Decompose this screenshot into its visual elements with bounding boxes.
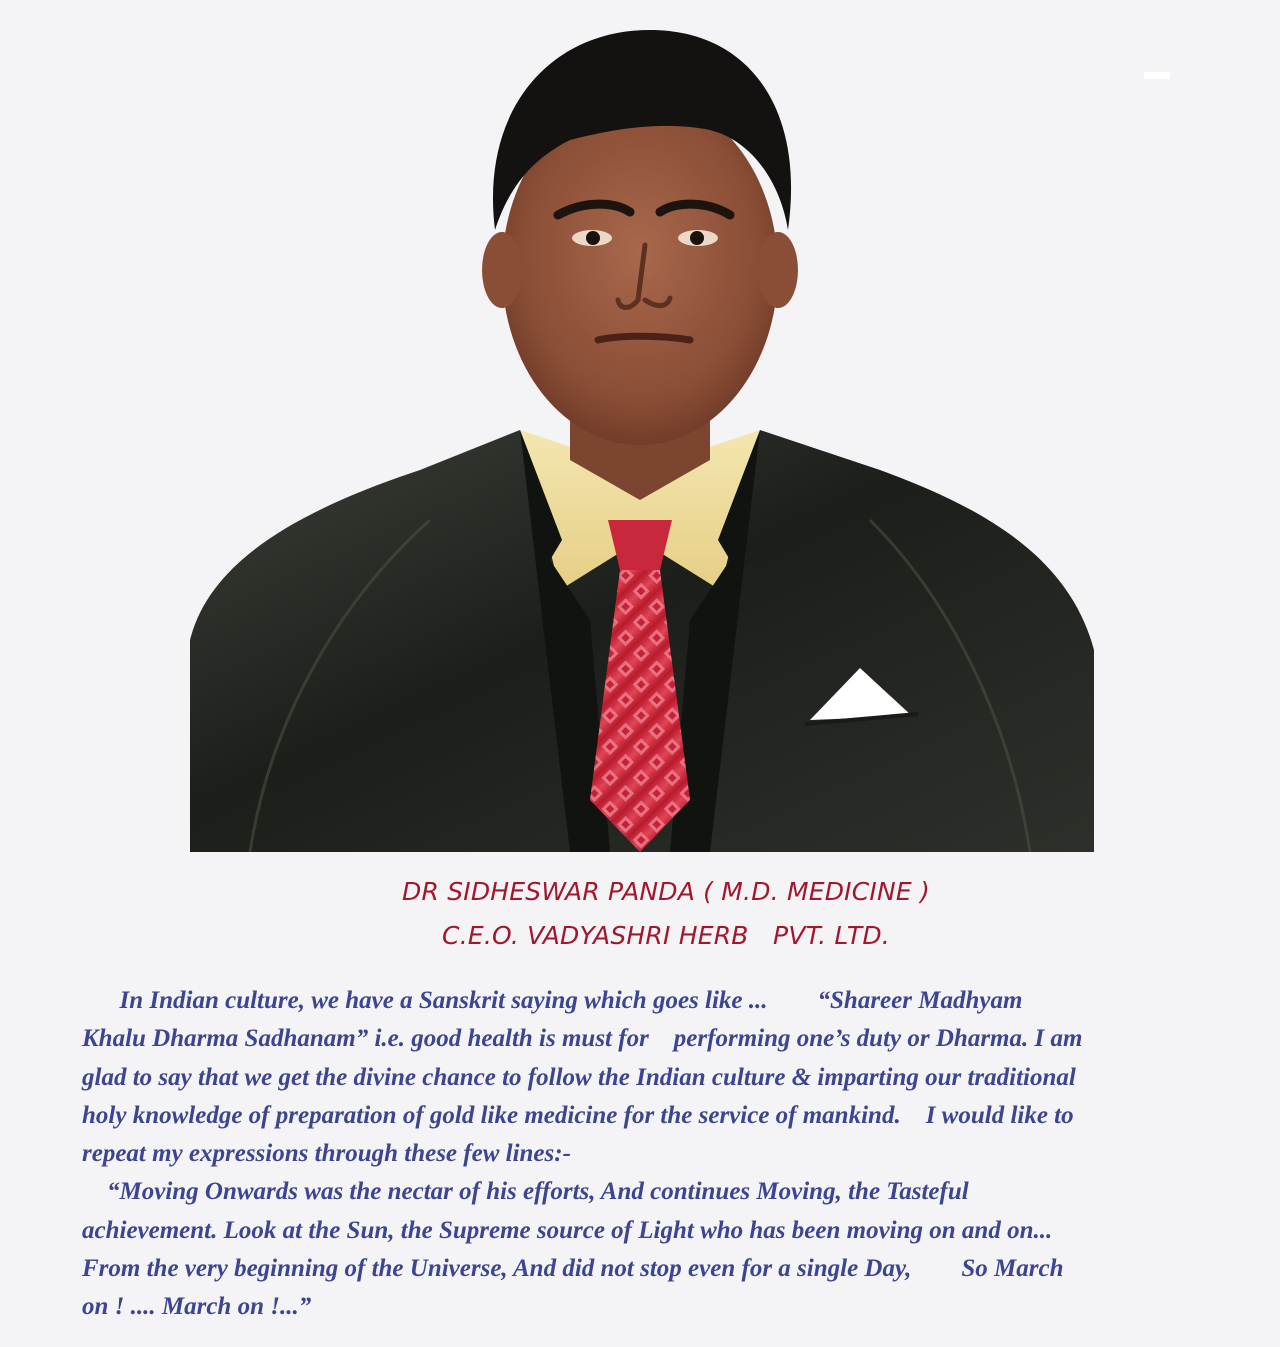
message-line: Khalu Dharma Sadhanam” i.e. good health is must for performing one’s duty or Dharma. I am xyxy=(82,1025,1083,1053)
message-line: repeat my expressions through these few lines:- xyxy=(82,1140,571,1168)
job-title-heading: C.E.O. VADYASHRI HERB PVT. LTD. xyxy=(442,921,890,950)
message-line: In Indian culture, we have a Sanskrit saying which goes like ... “Shareer Madhyam xyxy=(82,987,1023,1014)
message-line: glad to say that we get the divine chance to follow the Indian culture & imparting our traditional xyxy=(82,1063,1076,1091)
message-line: holy knowledge of preparation of gold like medicine for the service of mankind. I would like to xyxy=(82,1101,1074,1129)
portrait-photo xyxy=(190,0,1094,852)
message-line: on ! .... March on !...” xyxy=(82,1293,312,1321)
message-line: “Moving Onwards was the nectar of his efforts, And continues Moving, the Tasteful xyxy=(82,1178,969,1206)
white-mark xyxy=(1144,72,1170,79)
message-line: achievement. Look at the Sun, the Supreme source of Light who has been moving on and on... xyxy=(82,1216,1053,1244)
doctor-name-heading: DR SIDHESWAR PANDA ( M.D. MEDICINE ) xyxy=(402,877,930,906)
message-line: From the very beginning of the Universe, And did not stop even for a single Day, So March xyxy=(82,1255,1064,1283)
message-paragraph xyxy=(82,982,1198,1327)
